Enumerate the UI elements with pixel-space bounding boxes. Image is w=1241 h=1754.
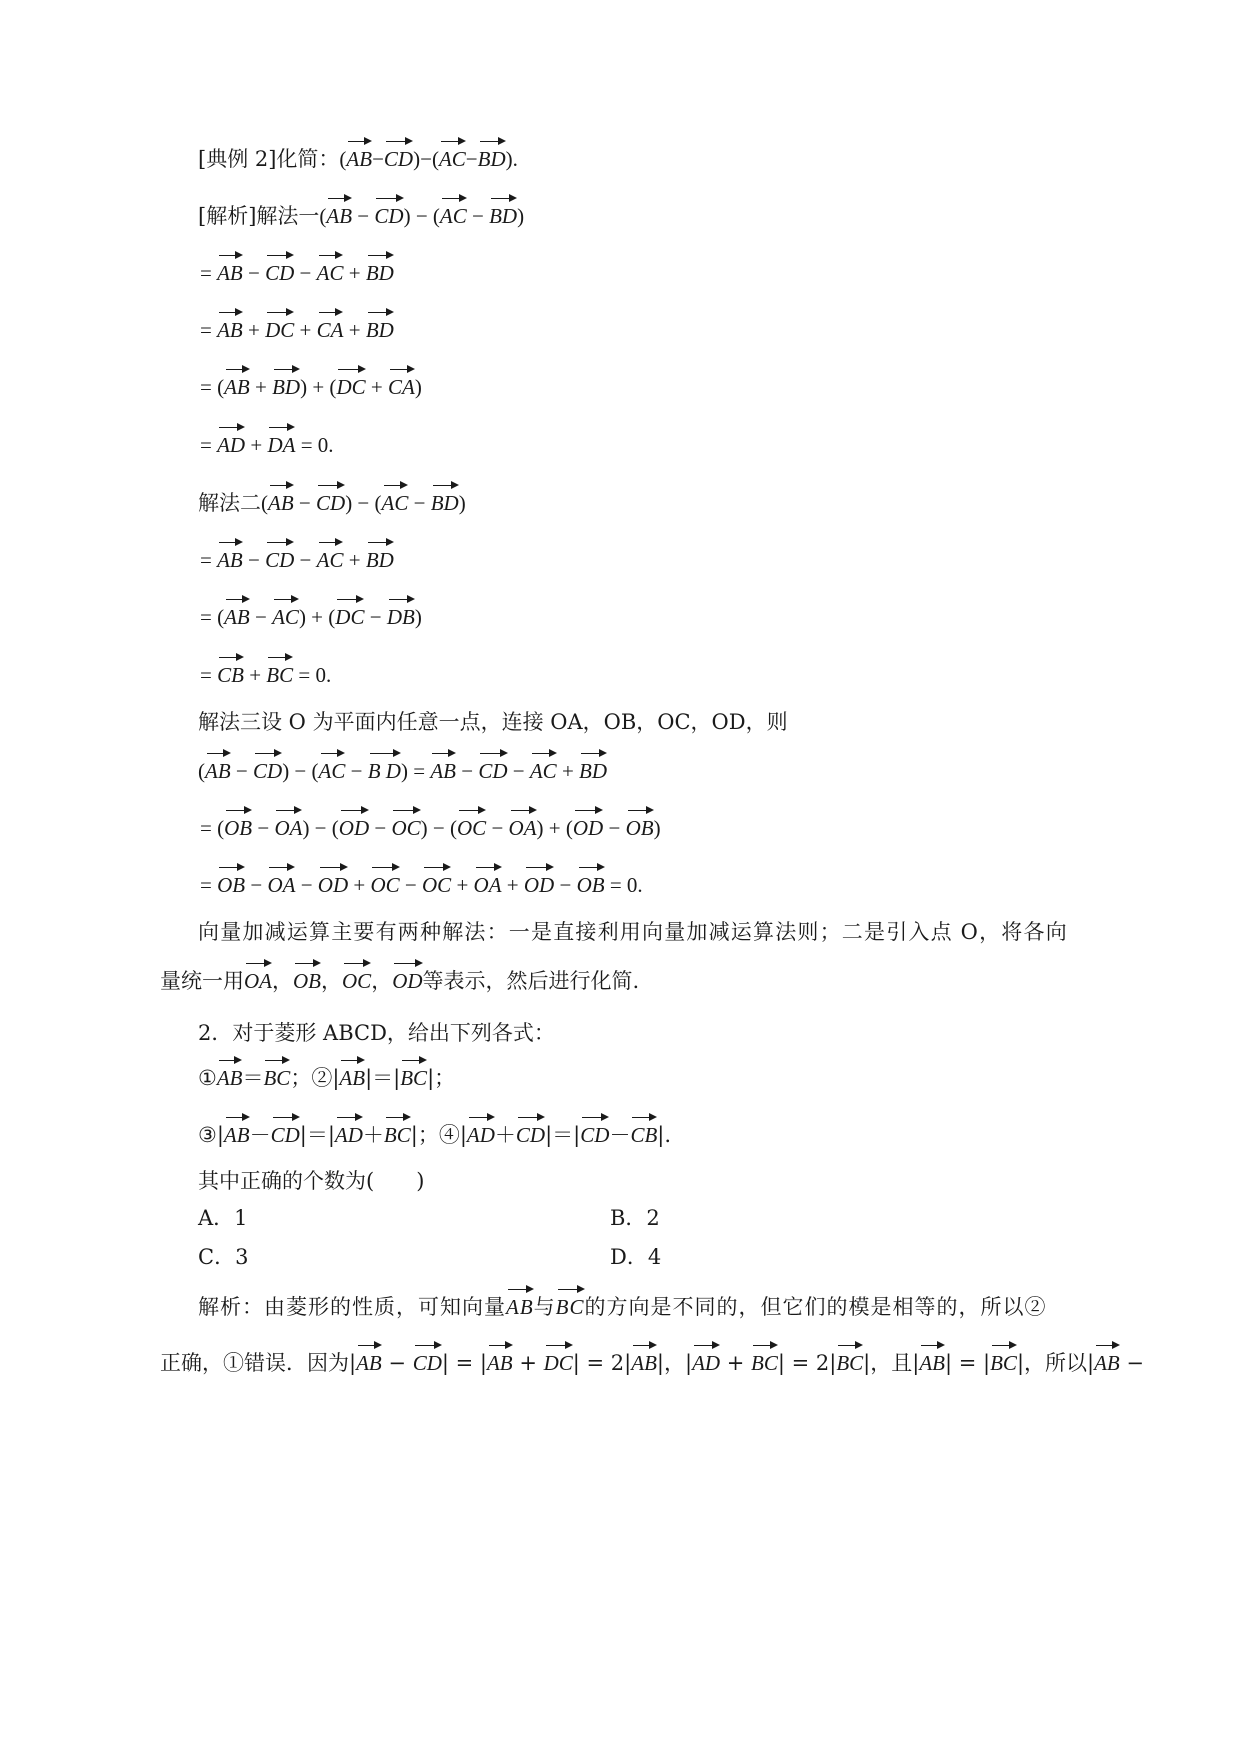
method3-expr-1: (AB − CD) − (AC − B D) = AB − CD − AC + BD bbox=[198, 756, 607, 786]
analysis-label: [解析]解法一 bbox=[198, 204, 320, 228]
problem-question: 其中正确的个数为( ) bbox=[198, 1169, 425, 1193]
solution-line2: 正确，①错误．因为|AB − CD| = |AB + DC| = 2|AB|，|AD + BC| = 2|BC|，且|AB| = |BC|，所以|AB − bbox=[160, 1348, 1144, 1378]
method3-expr-2: = (OB − OA) − (OD − OC) − (OC − OA) + (OD − OB) bbox=[200, 813, 661, 843]
option-a: A．1 bbox=[198, 1206, 248, 1230]
method2-expr-4: = CB + BC = 0. bbox=[200, 660, 331, 690]
method2-expr-2: = AB − CD − AC + BD bbox=[200, 545, 394, 575]
problem-item-2: ③|AB－CD|＝|AD＋BC|；④|AD＋CD|＝|CD－CB|. bbox=[198, 1120, 671, 1150]
problem-item-1: ①AB＝BC；②|AB|＝|BC|； bbox=[198, 1063, 455, 1093]
method1-expr-5: = AD + DA = 0. bbox=[200, 430, 334, 460]
example-line bbox=[198, 144, 518, 174]
option-d: D．4 bbox=[610, 1245, 662, 1269]
method1-expr-4: = (AB + BD) + (DC + CA) bbox=[200, 372, 422, 402]
method3-expr-3: = OB − OA − OD + OC − OC + OA + OD − OB = 0. bbox=[200, 870, 643, 900]
summary-line2: 量统一用OA，OB，OC，OD等表示，然后进行化简. bbox=[160, 966, 639, 996]
method1-expr-2: = AB − CD − AC + BD bbox=[200, 258, 394, 288]
method2-expr-1: (AB − CD) − (AC − BD) bbox=[261, 491, 466, 515]
problem-stem: 2．对于菱形 ABCD，给出下列各式： bbox=[198, 1021, 555, 1045]
option-c: C．3 bbox=[198, 1245, 249, 1269]
method2-line1 bbox=[198, 488, 466, 518]
method1-expr-3: = AB + DC + CA + BD bbox=[200, 315, 394, 345]
method2-label: 解法二 bbox=[198, 491, 261, 515]
method3-label: 解法三设 O 为平面内任意一点，连接 OA，OB，OC，OD，则 bbox=[198, 710, 788, 734]
example-label: [典例 2]化简： bbox=[198, 147, 340, 171]
summary-line1: 向量加减运算主要有两种解法：一是直接利用向量加减运算法则；二是引入点 O，将各向 bbox=[198, 920, 1068, 944]
solution-line1: 解析：由菱形的性质，可知向量AB与BC的方向是不同的，但它们的模是相等的，所以② bbox=[198, 1292, 1047, 1322]
analysis-method1-line1 bbox=[198, 201, 524, 231]
example-expression: (AB−CD)−(AC−BD). bbox=[339, 147, 517, 171]
method2-expr-3: = (AB − AC) + (DC − DB) bbox=[200, 602, 422, 632]
option-b: B．2 bbox=[610, 1206, 660, 1230]
method1-expr-1: (AB − CD) − (AC − BD) bbox=[319, 204, 524, 228]
